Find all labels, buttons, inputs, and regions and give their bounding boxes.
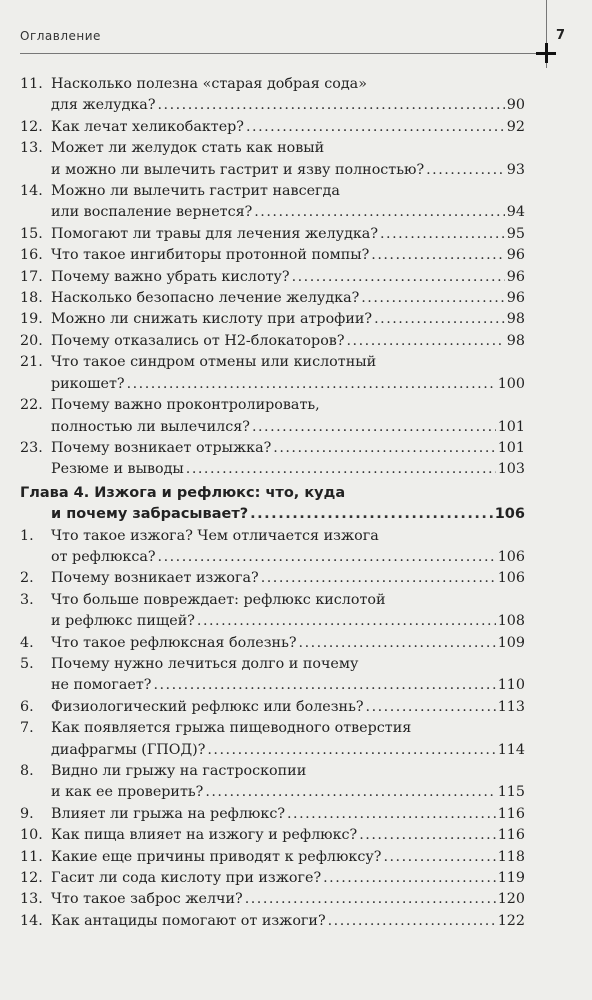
- dot-leader: [299, 633, 496, 654]
- entry-title-line: Насколько безопасно лечение желудка?: [51, 290, 360, 307]
- entry-number: 12.: [20, 870, 43, 887]
- dot-leader: [252, 417, 496, 438]
- entry-page-number: 120: [497, 891, 525, 908]
- entry-number: 2.: [20, 570, 34, 587]
- toc-entry: [20, 288, 525, 309]
- entry-number: 13.: [20, 140, 43, 157]
- entry-title-line: Как антациды помогают от изжоги?: [51, 912, 326, 929]
- toc-entry: [20, 331, 525, 352]
- dot-leader: [261, 568, 496, 589]
- entry-page-number: 96: [506, 247, 525, 264]
- section-title: Оглавление: [20, 29, 101, 43]
- entry-number: 22.: [20, 397, 43, 414]
- entry-page-number: 113: [497, 698, 525, 715]
- running-header: [20, 28, 565, 50]
- entry-title-line: Почему возникает изжога?: [51, 570, 259, 587]
- entry-number: 1.: [20, 527, 34, 544]
- entry-page-number: 110: [497, 677, 525, 694]
- entry-number: 16.: [20, 247, 43, 264]
- entry-title-line: Глава 4. Изжога и рефлюкс: что, куда: [20, 484, 346, 501]
- toc-entry: [20, 117, 525, 138]
- dot-leader: [371, 245, 505, 266]
- entry-title-line: Почему важно проконтролировать,: [51, 397, 320, 414]
- toc-entry: [20, 718, 525, 761]
- entry-page-number: 118: [497, 848, 525, 865]
- chapter-heading: [20, 483, 525, 526]
- dot-leader: [250, 504, 493, 525]
- dot-leader: [374, 309, 505, 330]
- dot-leader: [254, 202, 505, 223]
- entry-page-number: 90: [506, 97, 525, 114]
- entry-number: 11.: [20, 76, 43, 92]
- dot-leader: [158, 547, 496, 568]
- entry-title-line: Что такое изжога? Чем отличается изжога: [51, 527, 379, 544]
- dot-leader: [197, 611, 496, 632]
- entry-title-line: для желудка?: [51, 97, 156, 114]
- entry-page-number: 92: [506, 118, 525, 135]
- entry-page-number: 100: [497, 375, 525, 392]
- entry-page-number: 98: [506, 332, 525, 349]
- entry-title-line: Почему возникает отрыжка?: [51, 439, 272, 456]
- entry-title-line: и рефлюкс пищей?: [51, 613, 195, 630]
- toc-entry: [20, 309, 525, 330]
- entry-title-line: Как появляется грыжа пищеводного отверстия: [51, 720, 412, 737]
- summary-entry: [20, 459, 525, 480]
- dot-leader: [359, 825, 495, 846]
- entry-page-number: 106: [494, 506, 525, 523]
- dot-leader: [328, 911, 496, 932]
- entry-page-number: 96: [506, 290, 525, 307]
- entry-page-number: 106: [497, 548, 525, 565]
- toc-entry: [20, 847, 525, 868]
- entry-title-line: Какие еще причины приводят к рефлюксу?: [51, 848, 382, 865]
- toc-entry: [20, 761, 525, 804]
- entry-page-number: 122: [497, 912, 525, 929]
- entry-title-line: Физиологический рефлюкс или болезнь?: [51, 698, 364, 715]
- entry-title-line: Помогают ли травы для лечения желудка?: [51, 225, 378, 242]
- entry-page-number: 101: [497, 439, 525, 456]
- entry-title-line: Гасит ли сода кислоту при изжоге?: [51, 870, 322, 887]
- entry-page-number: 101: [497, 418, 525, 435]
- entry-number: 4.: [20, 634, 34, 651]
- header-rule: [20, 53, 554, 54]
- toc-entry: [20, 654, 525, 697]
- entry-page-number: 109: [497, 634, 525, 651]
- entry-title-line: Может ли желудок стать как новый: [51, 140, 325, 157]
- dot-leader: [186, 459, 496, 480]
- entry-number: 12.: [20, 118, 43, 135]
- entry-number: 3.: [20, 591, 34, 608]
- entry-title-line: Как пища влияет на изжогу и рефлюкс?: [51, 827, 358, 844]
- entry-number: 14.: [20, 912, 43, 929]
- toc-entry: [20, 825, 525, 846]
- toc-entry: [20, 352, 525, 395]
- dot-leader: [246, 117, 505, 138]
- table-of-contents: [20, 74, 525, 932]
- toc-entry: [20, 438, 525, 459]
- toc-entry: [20, 224, 525, 245]
- entry-number: 11.: [20, 848, 43, 865]
- page-number: 7: [555, 28, 565, 43]
- entry-page-number: 96: [506, 268, 525, 285]
- entry-page-number: 94: [506, 204, 525, 221]
- entry-number: 18.: [20, 290, 43, 307]
- entry-page-number: 98: [506, 311, 525, 328]
- entry-number: 21.: [20, 354, 43, 371]
- toc-entry: [20, 267, 525, 288]
- entry-title-line: Влияет ли грыжа на рефлюкс?: [51, 805, 285, 822]
- dot-leader: [127, 374, 496, 395]
- entry-number: 15.: [20, 225, 43, 242]
- entry-number: 5.: [20, 655, 34, 672]
- entry-title-line: Что такое синдром отмены или кислотный: [51, 354, 377, 371]
- entry-number: 14.: [20, 183, 43, 200]
- crosshair-ornament-icon: [536, 43, 556, 63]
- entry-title-line: Как лечат хеликобактер?: [51, 118, 244, 135]
- toc-entry: [20, 526, 525, 569]
- entry-title-line: Можно ли вылечить гастрит навсегда: [51, 183, 340, 200]
- dot-leader: [366, 697, 496, 718]
- dot-leader: [245, 889, 496, 910]
- entry-number: 8.: [20, 763, 34, 779]
- entry-number: 10.: [20, 827, 43, 844]
- entry-title-line: или воспаление вернется?: [51, 204, 253, 221]
- entry-title-line: Можно ли снижать кислоту при атрофии?: [51, 311, 373, 328]
- entry-page-number: 106: [497, 570, 525, 587]
- dot-leader: [273, 438, 495, 459]
- entry-number: 9.: [20, 805, 34, 822]
- dot-leader: [361, 288, 505, 309]
- toc-entry: [20, 590, 525, 633]
- entry-page-number: 95: [506, 225, 525, 242]
- toc-entry: [20, 138, 525, 181]
- entry-page-number: 93: [506, 161, 525, 178]
- entry-page-number: 119: [497, 870, 525, 887]
- entry-page-number: 115: [497, 784, 525, 801]
- entry-title-line: Что такое заброс желчи?: [51, 891, 243, 908]
- entry-title-line: и можно ли вылечить гастрит и язву полностью?: [51, 161, 425, 178]
- entry-title-line: Почему важно убрать кислоту?: [51, 268, 290, 285]
- dot-leader: [380, 224, 505, 245]
- dot-leader: [426, 160, 505, 181]
- entry-title-line: Резюме и выводы: [51, 461, 184, 478]
- entry-page-number: 114: [497, 741, 525, 758]
- entry-title-line: Видно ли грыжу на гастроскопии: [51, 763, 307, 779]
- toc-entry: [20, 181, 525, 224]
- toc-entry: [20, 911, 525, 932]
- toc-entry: [20, 804, 525, 825]
- entry-title-line: полностью ли вылечился?: [51, 418, 250, 435]
- entry-number: 17.: [20, 268, 43, 285]
- toc-entry: [20, 697, 525, 718]
- toc-entry: [20, 395, 525, 438]
- entry-number: 6.: [20, 698, 34, 715]
- entry-page-number: 116: [497, 805, 525, 822]
- entry-number: 13.: [20, 891, 43, 908]
- entry-title-line: Что такое рефлюксная болезнь?: [51, 634, 297, 651]
- dot-leader: [292, 267, 505, 288]
- entry-title-line: диафрагмы (ГПОД)?: [51, 741, 206, 758]
- entry-title-line: и почему забрасывает?: [51, 506, 249, 523]
- dot-leader: [153, 675, 495, 696]
- dot-leader: [207, 740, 495, 761]
- entry-title-line: Почему отказались от Н2-блокаторов?: [51, 332, 345, 349]
- entry-title-line: от рефлюкса?: [51, 548, 156, 565]
- entry-page-number: 103: [497, 461, 525, 478]
- entry-number: 20.: [20, 332, 43, 349]
- entry-title-line: и как ее проверить?: [51, 784, 204, 801]
- entry-page-number: 108: [497, 613, 525, 630]
- toc-entry: [20, 568, 525, 589]
- entry-title-line: рикошет?: [51, 375, 125, 392]
- entry-title-line: Что больше повреждает: рефлюкс кислотой: [51, 591, 386, 608]
- toc-entry: [20, 868, 525, 889]
- entry-page-number: 116: [497, 827, 525, 844]
- entry-title-line: Почему нужно лечиться долго и почему: [51, 655, 359, 672]
- dot-leader: [205, 782, 495, 803]
- dot-leader: [347, 331, 505, 352]
- entry-number: 7.: [20, 720, 34, 737]
- dot-leader: [323, 868, 496, 889]
- toc-entry: [20, 245, 525, 266]
- entry-number: 23.: [20, 439, 43, 456]
- dot-leader: [383, 847, 495, 868]
- toc-entry: [20, 633, 525, 654]
- entry-title-line: Что такое ингибиторы протонной помпы?: [51, 247, 370, 264]
- dot-leader: [287, 804, 496, 825]
- entry-number: 19.: [20, 311, 43, 328]
- entry-title-line: Насколько полезна «старая добрая сода»: [51, 76, 367, 92]
- dot-leader: [157, 95, 504, 116]
- entry-title-line: не помогает?: [51, 677, 152, 694]
- toc-entry: [20, 74, 525, 117]
- toc-entry: [20, 889, 525, 910]
